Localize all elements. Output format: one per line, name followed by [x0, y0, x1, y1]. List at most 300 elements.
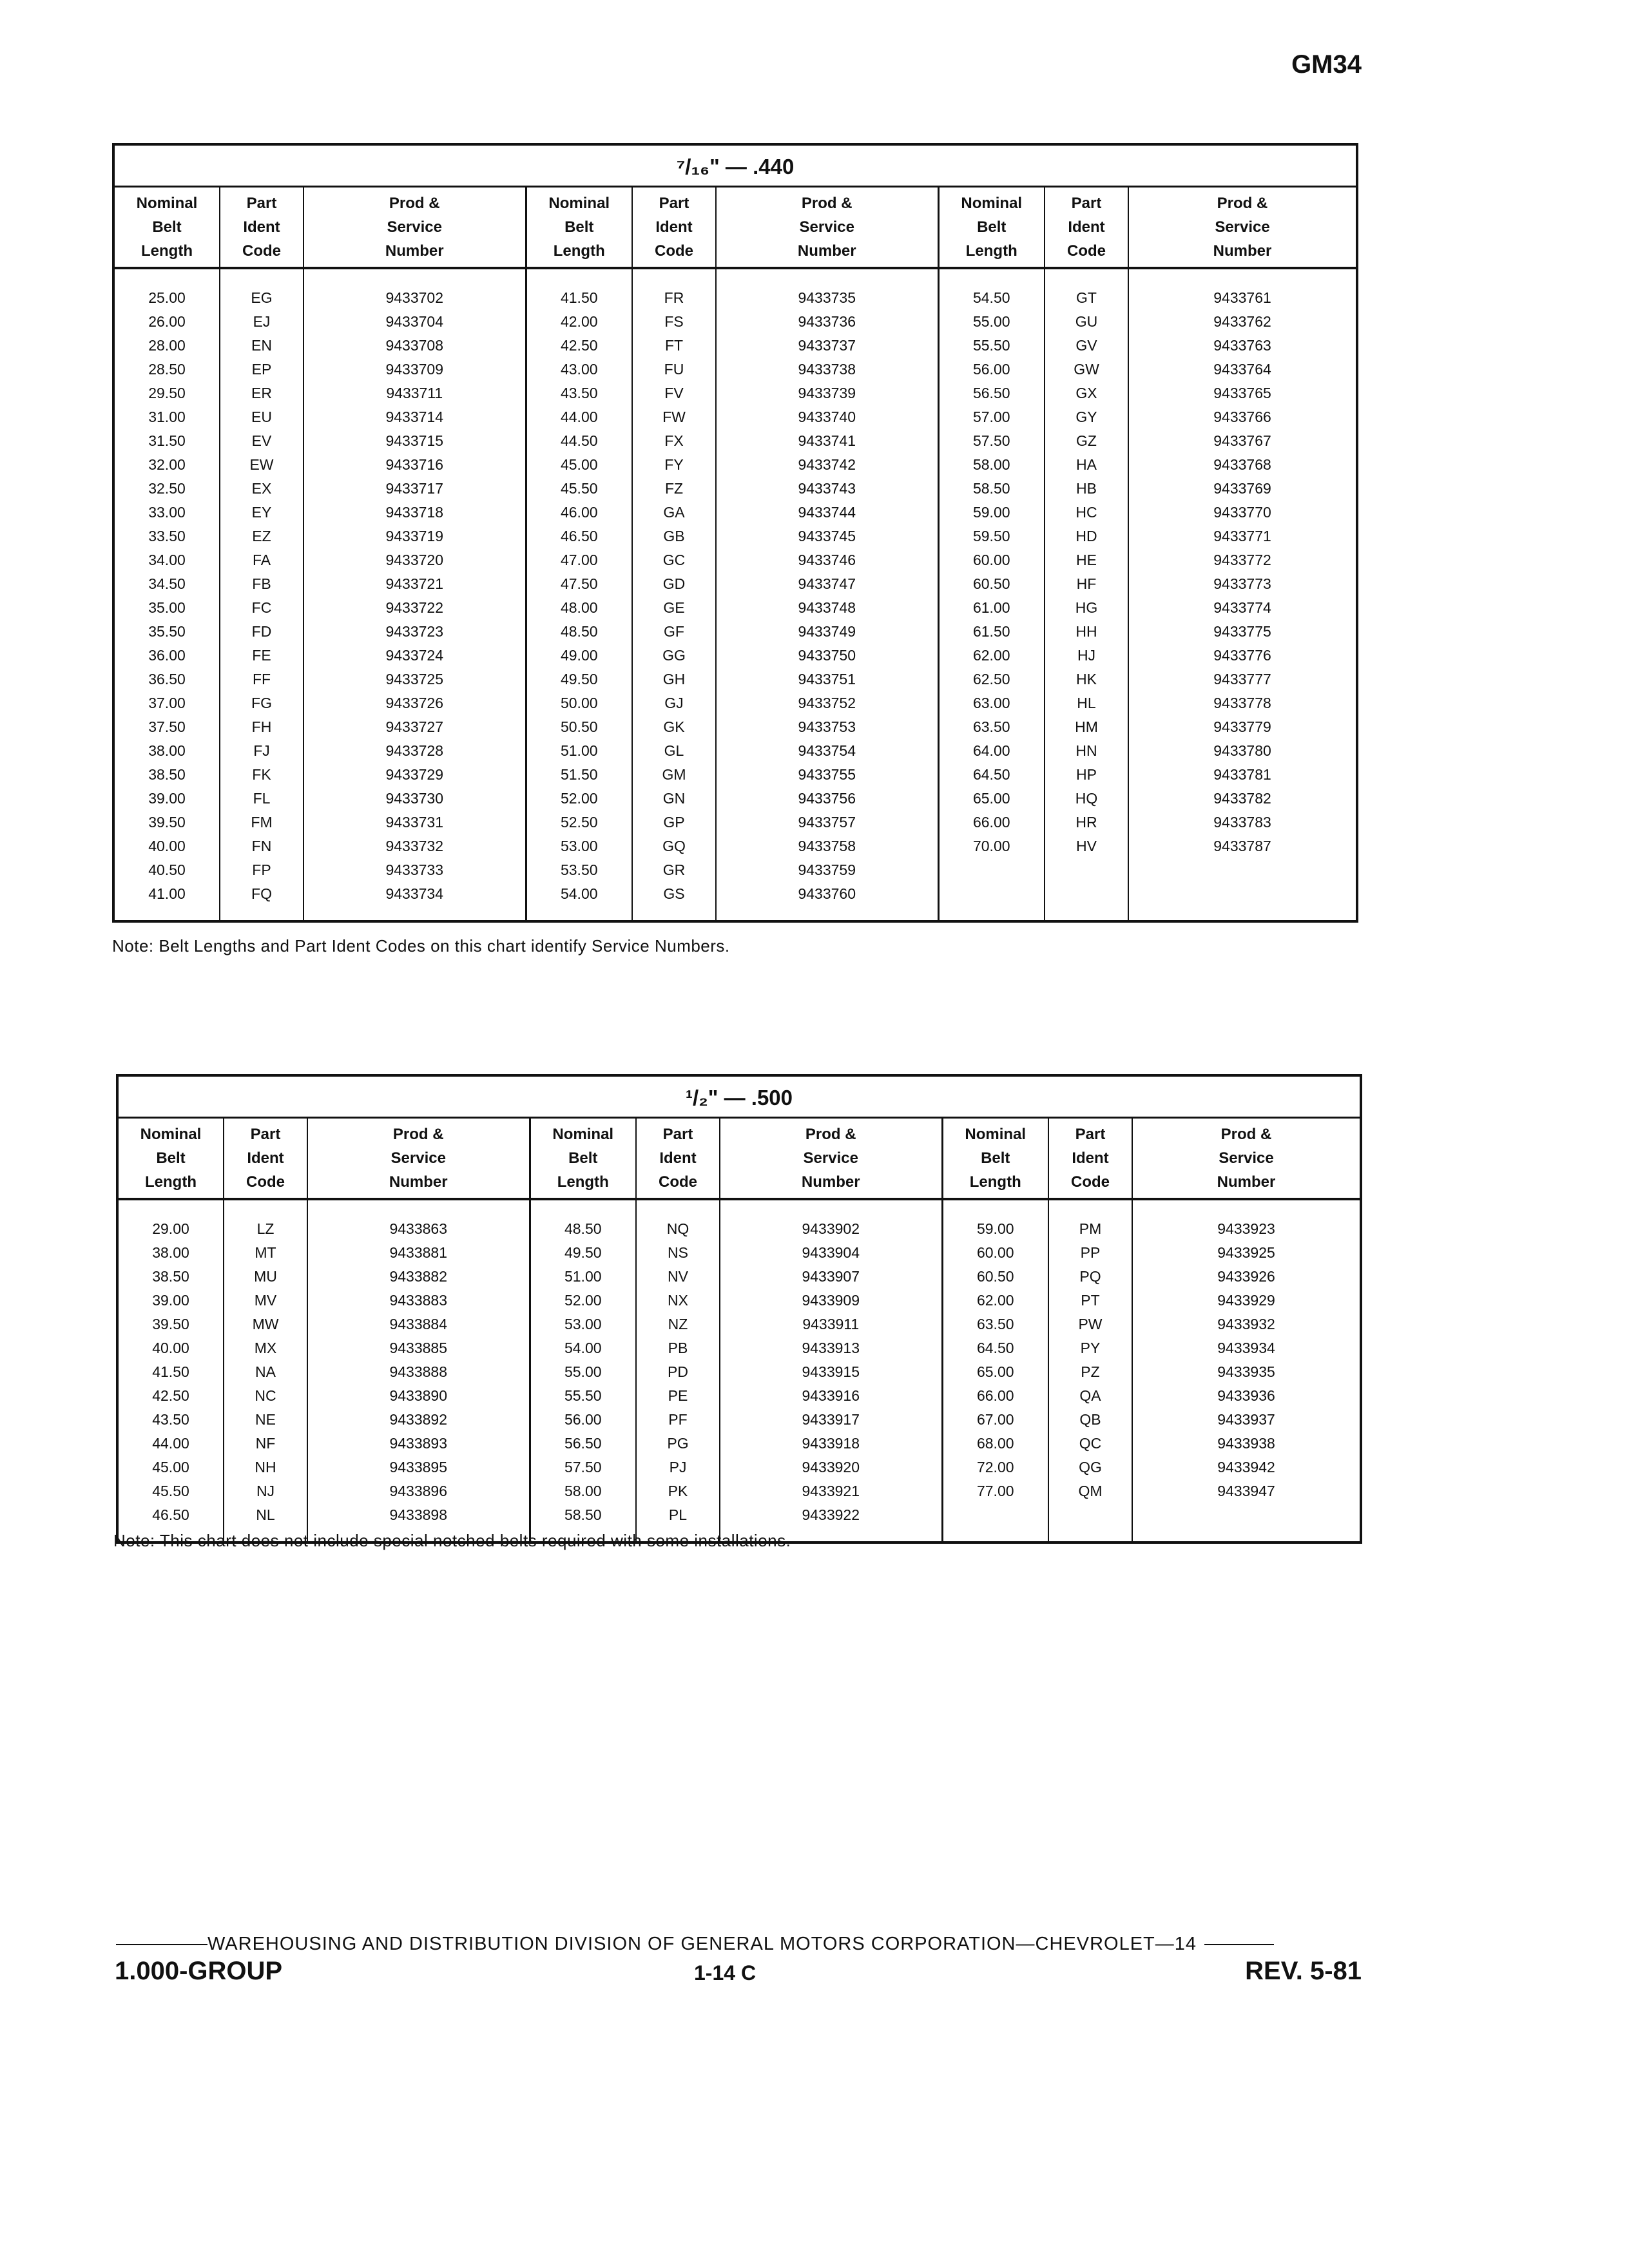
belt-length: 52.50 [526, 811, 632, 834]
service-number: 9433751 [716, 668, 938, 691]
belt-length: 43.50 [526, 381, 632, 405]
ident-code: GH [632, 668, 716, 691]
ident-code: FS [632, 310, 716, 334]
belt-length: 47.00 [526, 548, 632, 572]
belt-length: 49.50 [526, 668, 632, 691]
belt-length: 46.50 [117, 1503, 224, 1527]
ident-code: GK [632, 715, 716, 739]
service-number: 9433763 [1213, 337, 1271, 354]
belt-length: 47.50 [526, 572, 632, 596]
belt-length: 61.00 [938, 596, 1045, 620]
ident-code: FT [632, 334, 716, 358]
table-body [113, 268, 1357, 921]
service-number: 9433883 [307, 1289, 530, 1312]
service-number: 9433743 [716, 477, 938, 501]
belt-length: 60.50 [938, 572, 1045, 596]
ident-code: FL [220, 787, 304, 811]
ident-code: FX [632, 429, 716, 453]
belt-length: 45.00 [526, 453, 632, 477]
belt-length: 46.00 [526, 501, 632, 524]
service-number: 9433787 [1213, 838, 1271, 854]
service-number: 9433756 [716, 787, 938, 811]
belt-length: 59.00 [938, 501, 1045, 524]
belt-length: 65.00 [942, 1360, 1048, 1384]
table-note: Note: Belt Lengths and Part Ident Codes on this chart identify Service Numbers. [112, 936, 730, 956]
ident-code: NF [224, 1432, 307, 1456]
ident-code: NX [636, 1289, 720, 1312]
service-number: 9433758 [716, 834, 938, 858]
belt-length: 60.00 [938, 548, 1045, 572]
ident-code: GA [632, 501, 716, 524]
service-number: 9433716 [304, 453, 526, 477]
ident-code: NQ [636, 1217, 720, 1241]
belt-length: 67.00 [942, 1408, 1048, 1432]
ident-code [1045, 858, 1128, 882]
table-row [113, 310, 1357, 334]
ident-code: QB [1048, 1408, 1132, 1432]
ident-code: PE [636, 1384, 720, 1408]
service-number: 9433725 [304, 668, 526, 691]
footer-rule [1204, 1944, 1274, 1945]
belt-length: 33.00 [113, 501, 220, 524]
ident-code: FZ [632, 477, 716, 501]
belt-length: 25.00 [113, 286, 220, 310]
ident-code: GN [632, 787, 716, 811]
service-number: 9433918 [720, 1432, 942, 1456]
belt-length: 39.00 [113, 787, 220, 811]
belt-length: 37.00 [113, 691, 220, 715]
belt-length: 59.00 [942, 1217, 1048, 1241]
table-row [113, 858, 1357, 882]
belt-length: 65.00 [938, 787, 1045, 811]
ident-code: HV [1045, 834, 1128, 858]
table-row [117, 1408, 1361, 1432]
belt-length: 56.50 [530, 1432, 636, 1456]
belt-length: 40.50 [113, 858, 220, 882]
belt-length: 45.50 [117, 1479, 224, 1503]
ident-code: GB [632, 524, 716, 548]
service-number: 9433733 [304, 858, 526, 882]
belt-length: 64.50 [942, 1336, 1048, 1360]
service-number: 9433747 [716, 572, 938, 596]
belt-length: 28.00 [113, 334, 220, 358]
service-number: 9433732 [304, 834, 526, 858]
service-number: 9433757 [716, 811, 938, 834]
ident-code: HJ [1045, 644, 1128, 668]
ident-code: GY [1045, 405, 1128, 429]
belt-length: 44.00 [117, 1432, 224, 1456]
service-number: 9433938 [1217, 1435, 1275, 1452]
ident-code: FJ [220, 739, 304, 763]
service-number: 9433772 [1213, 552, 1271, 568]
ident-code: GC [632, 548, 716, 572]
belt-length: 53.50 [526, 858, 632, 882]
ident-code: GP [632, 811, 716, 834]
ident-code: NL [224, 1503, 307, 1527]
service-number: 9433752 [716, 691, 938, 715]
belt-length: 34.00 [113, 548, 220, 572]
ident-code: HM [1045, 715, 1128, 739]
service-number: 9433766 [1213, 408, 1271, 425]
service-number-header: Prod & Service Number [720, 1118, 942, 1200]
service-number: 9433942 [1217, 1459, 1275, 1475]
ident-code: FK [220, 763, 304, 787]
service-number: 9433929 [1217, 1292, 1275, 1309]
table-row [117, 1336, 1361, 1360]
table-body [117, 1199, 1361, 1542]
service-number: 9433724 [304, 644, 526, 668]
footer-division-text: WAREHOUSING AND DISTRIBUTION DIVISION OF GENERAL MOTORS CORPORATION—CHEVROLET—14 [207, 1934, 1197, 1954]
service-number: 9433770 [1213, 504, 1271, 521]
ident-code: HF [1045, 572, 1128, 596]
service-number: 9433892 [307, 1408, 530, 1432]
ident-code: EP [220, 358, 304, 381]
belt-length: 48.50 [530, 1217, 636, 1241]
service-number: 9433902 [720, 1217, 942, 1241]
belt-length: 62.00 [942, 1289, 1048, 1312]
service-number: 9433885 [307, 1336, 530, 1360]
ident-code-header: Part Ident Code [1045, 187, 1128, 269]
belt-length: 38.00 [113, 739, 220, 763]
ident-code: PM [1048, 1217, 1132, 1241]
service-number-header: Prod & Service Number [304, 187, 526, 269]
belt-length: 54.50 [938, 286, 1045, 310]
ident-code-header: Part Ident Code [220, 187, 304, 269]
belt-length: 53.00 [526, 834, 632, 858]
service-number: 9433737 [716, 334, 938, 358]
ident-code: NJ [224, 1479, 307, 1503]
table-row [117, 1432, 1361, 1456]
service-number: 9433922 [720, 1503, 942, 1527]
belt-length: 31.00 [113, 405, 220, 429]
belt-length: 63.50 [942, 1312, 1048, 1336]
footer-group: 1.000-GROUP [115, 1957, 283, 1985]
service-number: 9433893 [307, 1432, 530, 1456]
belt-length: 66.00 [942, 1384, 1048, 1408]
belt-length: 56.00 [938, 358, 1045, 381]
service-number: 9433709 [304, 358, 526, 381]
ident-code: FG [220, 691, 304, 715]
ident-code: NA [224, 1360, 307, 1384]
ident-code: HL [1045, 691, 1128, 715]
service-number: 9433768 [1213, 456, 1271, 473]
ident-code: FM [220, 811, 304, 834]
service-number: 9433721 [304, 572, 526, 596]
ident-code: GW [1045, 358, 1128, 381]
ident-code: FE [220, 644, 304, 668]
belt-length: 62.00 [938, 644, 1045, 668]
belt-length [942, 1503, 1048, 1527]
ident-code: GM [632, 763, 716, 787]
service-number: 9433719 [304, 524, 526, 548]
footer-division-line [116, 1934, 1274, 1955]
ident-code: HK [1045, 668, 1128, 691]
ident-code: HP [1045, 763, 1128, 787]
service-number: 9433762 [1213, 313, 1271, 330]
belt-length: 36.00 [113, 644, 220, 668]
service-number: 9433777 [1213, 671, 1271, 687]
service-number: 9433728 [304, 739, 526, 763]
service-number: 9433767 [1213, 432, 1271, 449]
ident-code: GV [1045, 334, 1128, 358]
table-row [113, 691, 1357, 715]
ident-code: FV [632, 381, 716, 405]
table-note: Note: This chart does not include special notched belts required with some installations. [113, 1531, 791, 1550]
ident-code [1045, 882, 1128, 906]
belt-length [938, 882, 1045, 906]
belt-length: 63.00 [938, 691, 1045, 715]
belt-length: 57.50 [530, 1456, 636, 1479]
ident-code: PW [1048, 1312, 1132, 1336]
service-number-header: Prod & Service Number [307, 1118, 530, 1200]
ident-code: FY [632, 453, 716, 477]
belt-length: 29.50 [113, 381, 220, 405]
table-row [113, 405, 1357, 429]
service-number: 9433783 [1213, 814, 1271, 831]
footer-rule [116, 1944, 207, 1945]
table-row [113, 501, 1357, 524]
belt-length: 48.00 [526, 596, 632, 620]
belt-length: 29.00 [117, 1217, 224, 1241]
belt-length: 35.50 [113, 620, 220, 644]
ident-code: HB [1045, 477, 1128, 501]
belt-length: 39.50 [117, 1312, 224, 1336]
service-number: 9433920 [720, 1456, 942, 1479]
service-number: 9433769 [1213, 480, 1271, 497]
service-number: 9433735 [716, 286, 938, 310]
ident-code: PL [636, 1503, 720, 1527]
service-number-header: Prod & Service Number [1128, 187, 1357, 269]
belt-length: 55.00 [530, 1360, 636, 1384]
table-title: ⁷/₁₆" — .440 [113, 144, 1357, 187]
table-row [113, 763, 1357, 787]
ident-code: PT [1048, 1289, 1132, 1312]
belt-length: 54.00 [530, 1336, 636, 1360]
service-number: 9433764 [1213, 361, 1271, 378]
belt-length: 41.50 [117, 1360, 224, 1384]
belt-length-header: Nominal Belt Length [117, 1118, 224, 1200]
service-number: 9433936 [1217, 1387, 1275, 1404]
ident-code: HC [1045, 501, 1128, 524]
table-header-row [113, 187, 1357, 269]
service-number: 9433718 [304, 501, 526, 524]
ident-code: PK [636, 1479, 720, 1503]
service-number: 9433736 [716, 310, 938, 334]
belt-length-header: Nominal Belt Length [938, 187, 1045, 269]
ident-code: FQ [220, 882, 304, 906]
service-number: 9433780 [1213, 742, 1271, 759]
ident-code: EU [220, 405, 304, 429]
belt-length: 41.00 [113, 882, 220, 906]
ident-code: ER [220, 381, 304, 405]
belt-length: 68.00 [942, 1432, 1048, 1456]
ident-code: GF [632, 620, 716, 644]
service-number: 9433727 [304, 715, 526, 739]
belt-length: 38.50 [113, 763, 220, 787]
ident-code: FD [220, 620, 304, 644]
ident-code-header: Part Ident Code [632, 187, 716, 269]
table-row [113, 811, 1357, 834]
table-row [117, 1265, 1361, 1289]
table-row [113, 429, 1357, 453]
service-number-header: Prod & Service Number [1132, 1118, 1361, 1200]
ident-code: PJ [636, 1456, 720, 1479]
ident-code: PY [1048, 1336, 1132, 1360]
belt-length: 50.00 [526, 691, 632, 715]
service-number-header: Prod & Service Number [716, 187, 938, 269]
table-row [113, 548, 1357, 572]
ident-code: PD [636, 1360, 720, 1384]
service-number: 9433913 [720, 1336, 942, 1360]
service-number: 9433915 [720, 1360, 942, 1384]
ident-code: GX [1045, 381, 1128, 405]
belt-length: 60.50 [942, 1265, 1048, 1289]
ident-code: PG [636, 1432, 720, 1456]
belt-length: 39.50 [113, 811, 220, 834]
service-number: 9433753 [716, 715, 938, 739]
service-number: 9433748 [716, 596, 938, 620]
service-number: 9433921 [720, 1479, 942, 1503]
belt-length: 36.50 [113, 668, 220, 691]
ident-code: HN [1045, 739, 1128, 763]
table-row [113, 644, 1357, 668]
ident-code: QA [1048, 1384, 1132, 1408]
belt-length: 28.50 [113, 358, 220, 381]
service-number: 9433923 [1217, 1220, 1275, 1237]
ident-code: FB [220, 572, 304, 596]
service-number: 9433771 [1213, 528, 1271, 544]
table-row [113, 358, 1357, 381]
service-number: 9433907 [720, 1265, 942, 1289]
service-number: 9433730 [304, 787, 526, 811]
ident-code: GZ [1045, 429, 1128, 453]
service-number: 9433947 [1217, 1483, 1275, 1499]
service-number: 9433917 [720, 1408, 942, 1432]
service-number: 9433741 [716, 429, 938, 453]
table-row [117, 1456, 1361, 1479]
ident-code: LZ [224, 1217, 307, 1241]
service-number [1132, 1503, 1361, 1527]
belt-length: 45.50 [526, 477, 632, 501]
belt-length: 51.00 [530, 1265, 636, 1289]
service-number: 9433742 [716, 453, 938, 477]
table-row [113, 596, 1357, 620]
ident-code: MW [224, 1312, 307, 1336]
service-number: 9433909 [720, 1289, 942, 1312]
ident-code: FR [632, 286, 716, 310]
service-number: 9433744 [716, 501, 938, 524]
ident-code: GD [632, 572, 716, 596]
ident-code: EG [220, 286, 304, 310]
ident-code: NC [224, 1384, 307, 1408]
belt-length: 32.00 [113, 453, 220, 477]
belt-length: 49.50 [530, 1241, 636, 1265]
belt-length: 64.50 [938, 763, 1045, 787]
belt-length: 37.50 [113, 715, 220, 739]
service-number: 9433881 [307, 1241, 530, 1265]
belt-length: 51.00 [526, 739, 632, 763]
belt-length: 43.00 [526, 358, 632, 381]
belt-length: 61.50 [938, 620, 1045, 644]
service-number [1128, 858, 1357, 882]
service-number: 9433765 [1213, 385, 1271, 401]
belt-length: 44.50 [526, 429, 632, 453]
table-row [117, 1289, 1361, 1312]
belt-length: 55.50 [530, 1384, 636, 1408]
service-number: 9433722 [304, 596, 526, 620]
belt-length: 40.00 [117, 1336, 224, 1360]
service-number: 9433934 [1217, 1340, 1275, 1356]
service-number: 9433774 [1213, 599, 1271, 616]
table-row [117, 1479, 1361, 1503]
belt-length: 40.00 [113, 834, 220, 858]
ident-code: GG [632, 644, 716, 668]
service-number: 9433711 [304, 381, 526, 405]
ident-code-header: Part Ident Code [224, 1118, 307, 1200]
belt-length: 35.00 [113, 596, 220, 620]
service-number: 9433926 [1217, 1268, 1275, 1285]
ident-code: PB [636, 1336, 720, 1360]
service-number: 9433749 [716, 620, 938, 644]
ident-code: QG [1048, 1456, 1132, 1479]
service-number: 9433715 [304, 429, 526, 453]
belt-length: 38.50 [117, 1265, 224, 1289]
ident-code: MV [224, 1289, 307, 1312]
belt-length: 39.00 [117, 1289, 224, 1312]
ident-code: HR [1045, 811, 1128, 834]
belt-length: 51.50 [526, 763, 632, 787]
belt-length: 66.00 [938, 811, 1045, 834]
ident-code: PQ [1048, 1265, 1132, 1289]
service-number: 9433932 [1217, 1316, 1275, 1332]
table-row [117, 1312, 1361, 1336]
ident-code: HQ [1045, 787, 1128, 811]
ident-code: GL [632, 739, 716, 763]
service-number: 9433882 [307, 1265, 530, 1289]
service-number: 9433731 [304, 811, 526, 834]
belt-length: 45.00 [117, 1456, 224, 1479]
ident-code: NS [636, 1241, 720, 1265]
ident-code: MT [224, 1241, 307, 1265]
table-row [117, 1241, 1361, 1265]
belt-length: 70.00 [938, 834, 1045, 858]
belt-length: 42.00 [526, 310, 632, 334]
belt-length: 58.00 [938, 453, 1045, 477]
ident-code: HA [1045, 453, 1128, 477]
table-row [113, 668, 1357, 691]
belt-length-header: Nominal Belt Length [113, 187, 220, 269]
belt-length: 52.00 [530, 1289, 636, 1312]
table-row [113, 739, 1357, 763]
belt-length: 55.50 [938, 334, 1045, 358]
belt-length: 56.00 [530, 1408, 636, 1432]
ident-code: EY [220, 501, 304, 524]
service-number: 9433729 [304, 763, 526, 787]
ident-code: HH [1045, 620, 1128, 644]
service-number: 9433925 [1217, 1244, 1275, 1261]
table-row [113, 882, 1357, 906]
belt-length: 49.00 [526, 644, 632, 668]
ident-code: FF [220, 668, 304, 691]
service-number: 9433723 [304, 620, 526, 644]
service-number: 9433745 [716, 524, 938, 548]
ident-code: GS [632, 882, 716, 906]
service-number: 9433782 [1213, 790, 1271, 807]
service-number: 9433739 [716, 381, 938, 405]
belt-table-1-2 [116, 1074, 1362, 1544]
belt-length: 63.50 [938, 715, 1045, 739]
ident-code: FW [632, 405, 716, 429]
